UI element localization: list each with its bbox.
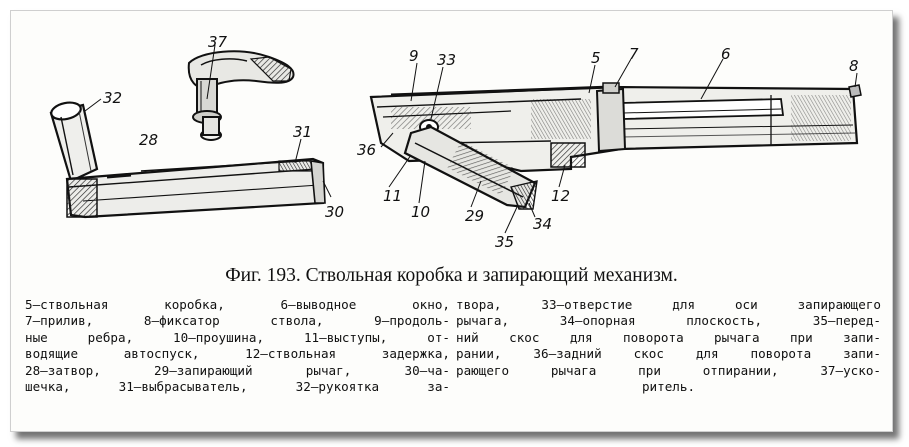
legend-line: рычага, 34—опорная плоскость, 35—перед-: [456, 313, 881, 329]
label-7: 7: [629, 45, 639, 63]
legend-line: водящие автоспуск, 12—ствольная задержка,: [25, 346, 450, 362]
label-5: 5: [591, 49, 601, 67]
label-12: 12: [551, 187, 571, 205]
label-35: 35: [495, 233, 515, 251]
label-8: 8: [849, 57, 859, 75]
legend-line: ритель.: [641, 379, 696, 395]
accelerator-part: [189, 45, 294, 140]
legend-line: рании, 36—задний скос для поворота запи-: [456, 346, 881, 362]
label-6: 6: [721, 45, 731, 63]
label-31: 31: [293, 123, 313, 141]
label-28: 28: [139, 131, 159, 149]
legend-line: ные ребра, 10—проушина, 11—выступы, от-: [25, 329, 450, 345]
label-11: 11: [383, 187, 403, 205]
figure-caption: Фиг. 193. Ствольная коробка и запирающий механизм.: [225, 265, 678, 286]
label-29: 29: [465, 207, 485, 225]
label-37: 37: [208, 33, 228, 51]
technical-drawing: [11, 11, 892, 276]
legend-line: рающего рычага при отпирании, 37—уско-: [456, 362, 881, 378]
label-30: 30: [325, 203, 345, 221]
legend-line: твора, 33—отверстие для оси запирающего: [456, 297, 881, 312]
label-34: 34: [533, 215, 553, 233]
page-scan: [10, 10, 893, 432]
legend-line: ний скос для поворота рычага при запи-: [456, 329, 881, 345]
legend-line: 28—затвор, 29—запирающий рычаг, 30—ча-: [25, 362, 450, 378]
label-32: 32: [103, 89, 123, 107]
legend-line: 7—прилив, 8—фиксатор ствола, 9—продоль-: [25, 313, 450, 329]
legend-line: шечка, 31—выбрасыватель, 32—рукоятка за-: [25, 379, 450, 395]
legend-right-column: [456, 297, 881, 395]
label-10: 10: [411, 203, 431, 221]
legend-line: 5—ствольная коробка, 6—выводное окно,: [25, 297, 450, 312]
legend-left-column: [25, 297, 450, 395]
label-36: 36: [357, 141, 377, 159]
bolt-part: [50, 99, 331, 217]
label-9: 9: [409, 47, 419, 65]
label-33: 33: [437, 51, 457, 69]
